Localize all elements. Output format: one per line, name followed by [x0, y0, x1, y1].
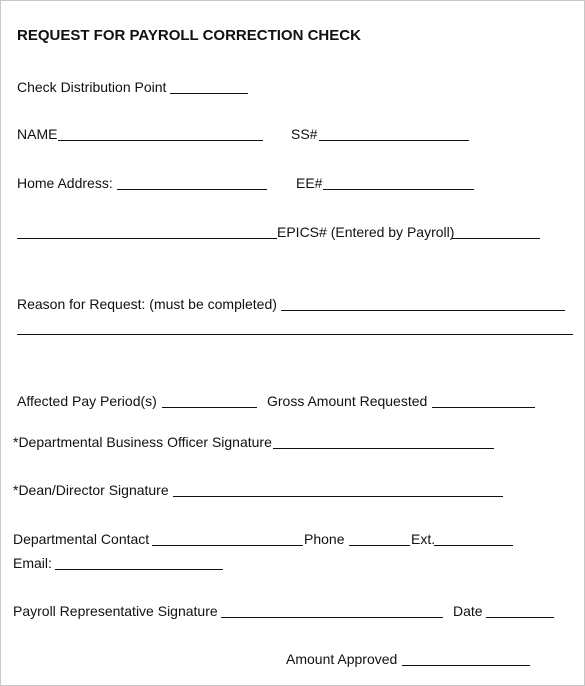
- reason-field-line-2[interactable]: [17, 334, 573, 335]
- check-distribution-point-field[interactable]: [170, 93, 248, 94]
- name-label: NAME: [17, 126, 58, 142]
- email-label: Email:: [13, 555, 52, 571]
- email-field[interactable]: [55, 569, 223, 570]
- gross-amount-field[interactable]: [432, 407, 535, 408]
- dean-director-signature-field[interactable]: [173, 496, 503, 497]
- dept-business-officer-signature-field[interactable]: [273, 448, 494, 449]
- date-label: Date: [453, 603, 483, 619]
- payroll-rep-label: Payroll Representative Signature: [13, 603, 218, 619]
- gross-amount-label: Gross Amount Requested: [267, 393, 428, 409]
- amount-approved-field[interactable]: [402, 665, 530, 666]
- form-title: REQUEST FOR PAYROLL CORRECTION CHECK: [17, 27, 361, 44]
- reason-field-line-1[interactable]: [281, 310, 565, 311]
- date-field[interactable]: [486, 617, 554, 618]
- epics-field[interactable]: [452, 238, 540, 239]
- home-address-label: Home Address:: [17, 175, 113, 191]
- epics-label: EPICS# (Entered by Payroll): [277, 224, 455, 240]
- reason-label: Reason for Request: (must be completed): [17, 296, 277, 312]
- ext-field[interactable]: [434, 545, 513, 546]
- dept-contact-label: Departmental Contact: [13, 531, 150, 547]
- epics-name-field[interactable]: [17, 238, 277, 239]
- dept-contact-field[interactable]: [152, 545, 303, 546]
- name-field[interactable]: [58, 140, 263, 141]
- phone-field[interactable]: [349, 545, 410, 546]
- ee-label: EE#: [296, 175, 323, 191]
- check-distribution-point-label: Check Distribution Point: [17, 79, 167, 95]
- amount-approved-label: Amount Approved: [286, 651, 398, 667]
- home-address-field[interactable]: [117, 189, 267, 190]
- dept-business-officer-label: *Departmental Business Officer Signature: [13, 434, 272, 450]
- dean-director-label: *Dean/Director Signature: [13, 482, 169, 498]
- phone-label: Phone: [304, 531, 345, 547]
- ee-field[interactable]: [323, 189, 474, 190]
- affected-pay-period-label: Affected Pay Period(s): [17, 393, 157, 409]
- payroll-rep-signature-field[interactable]: [221, 617, 443, 618]
- affected-pay-period-field[interactable]: [162, 407, 257, 408]
- ss-field[interactable]: [319, 140, 469, 141]
- ext-label: Ext.: [411, 531, 436, 547]
- ss-label: SS#: [291, 126, 318, 142]
